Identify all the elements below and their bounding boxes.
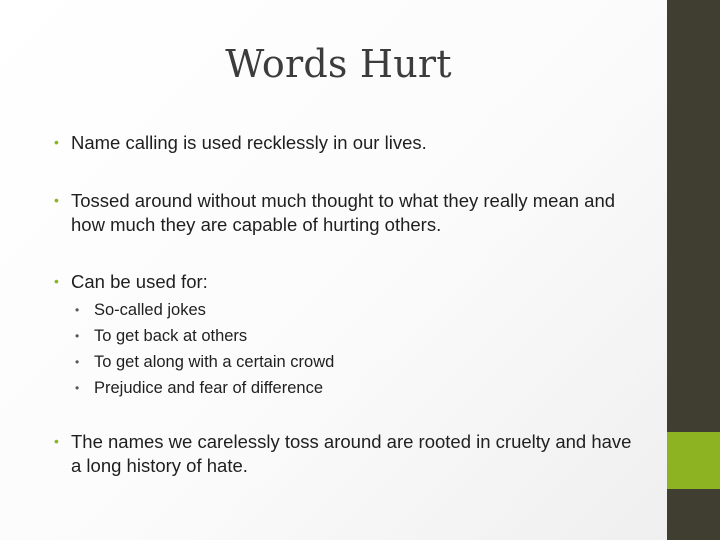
bullet-text: Name calling is used recklessly in our lives. [71, 132, 427, 153]
slide-title: Words Hurt [225, 42, 452, 86]
bullet-item [54, 189, 644, 237]
bullet-icon: • [54, 273, 59, 289]
sub-bullet-icon: • [75, 303, 80, 317]
bullet-icon: • [54, 192, 59, 208]
bullet-item [54, 430, 644, 478]
sub-bullet-icon: • [75, 329, 80, 343]
bullet-item [54, 270, 644, 294]
sub-bullet-icon: • [75, 381, 80, 395]
sub-bullet-text: Prejudice and fear of difference [94, 379, 324, 397]
sub-bullet-item [75, 375, 595, 401]
sub-bullet-item [75, 323, 595, 349]
sub-bullet-item [75, 297, 595, 323]
sub-bullet-text: To get back at others [94, 327, 248, 345]
bullet-icon: • [54, 134, 59, 150]
bullet-icon: • [54, 433, 59, 449]
sidebar-accent-block [667, 432, 720, 489]
sub-bullet-text: So-called jokes [94, 301, 206, 319]
bullet-text: Can be used for: [71, 271, 208, 292]
sub-bullet-item [75, 349, 595, 375]
bullet-text: Tossed around without much thought to what they really mean and how much they are capable of hurting others. [71, 190, 616, 235]
sub-bullet-text: To get along with a certain crowd [94, 353, 335, 371]
sub-bullet-icon: • [75, 355, 80, 369]
bullet-text: The names we carelessly toss around are rooted in cruelty and have a long history of hate. [71, 431, 632, 476]
bullet-item [54, 131, 644, 155]
sub-bullet-list [75, 297, 595, 401]
